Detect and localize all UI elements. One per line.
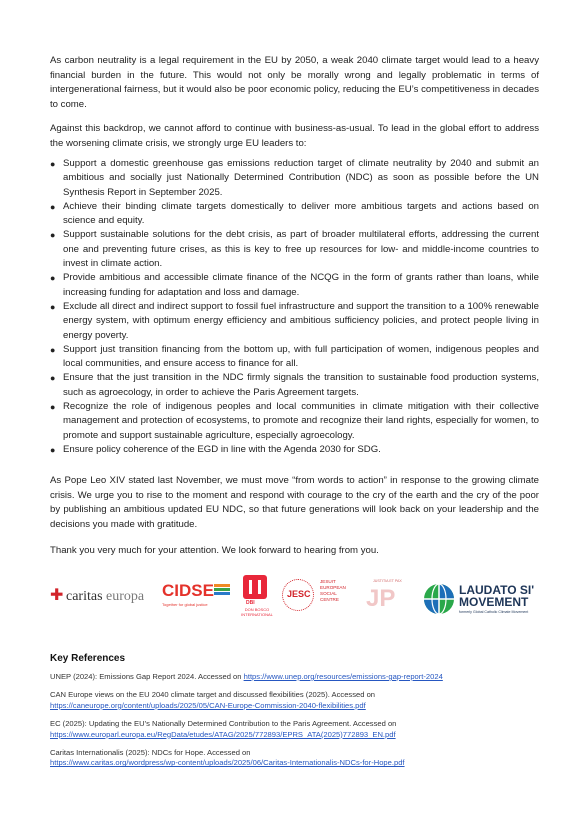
recommendations-list	[50, 157, 539, 457]
bullet-icon: ●	[50, 373, 56, 384]
bullet-icon: ●	[50, 159, 56, 169]
list-item: ● Ensure policy coherence of the EGD in line with the Agenda 2030 for SDG.	[50, 443, 539, 457]
partner-logos	[50, 575, 540, 625]
list-item: ● Recognize the role of indigenous peoples and local communities in climate mitigation with their collective management and protection of ecosystems, to promote and recognize their land rights, especially for women, to promote and support sustainable agriculture, especially agroecology.	[50, 401, 539, 441]
reference-link[interactable]: https://www.caritas.org/wordpress/wp-content/uploads/2025/06/Caritas-Internationalis-NDCs-for-Hope.pdf	[50, 758, 405, 768]
bullet-icon: ●	[50, 444, 56, 455]
bullet-icon: ●	[50, 230, 56, 241]
list-item: ● Support a domestic greenhouse gas emissions reduction target of climate neutrality by 2040 and submit an ambitious and socially just Nationally Determined Contribution (NDC) as soon as possible before the UN Synthesis Report in September 2025.	[50, 158, 539, 198]
caritas-cross-icon: ✚	[50, 587, 64, 604]
don-bosco-international-logo: DBI DON BOSCO INTERNATIONAL	[235, 575, 279, 623]
bullet-icon: ●	[50, 344, 56, 355]
caritas-europa-logo: ✚ caritas europa	[50, 587, 145, 604]
reference-item: EC (2025): Updating the EU’s Nationally Determined Contribution to the Paris Agreement. Accessed on https://www.europarl.europa.eu/RegData/etudes/ATAG/2025/772893/EPRS_ATA(2025)772893_EN.pdf	[50, 719, 397, 739]
reference-link[interactable]: https://caneurope.org/content/uploads/2025/05/CAN-Europe-Commission-2040-flexibilities.pdf	[50, 700, 366, 710]
list-item: ● Support sustainable solutions for the debt crisis, as part of broader multilateral efforts, addressing the current one and preventing future crises, as this is key to free up resources for low- and middle-income countries to invest in climate action.	[50, 229, 539, 270]
cidse-logo: CIDSE Together for global justice	[162, 581, 232, 615]
paragraph-thank-you: Thank you very much for your attention. We look forward to hearing from you.	[50, 545, 379, 556]
bullet-icon: ●	[50, 201, 56, 212]
justitia-et-pax-logo: JUSTITIA ET PAX JP	[366, 579, 402, 612]
paragraph-carbon-neutrality: As carbon neutrality is a legal requirement in the EU by 2050, a weak 2040 climate target would lead to a heavy financial burden in the future. This would not only be morally wrong and legally problematic in terms of intergenerational fairness, but it would also be poor economic policy, reducing the EU’s competitiveness in decades to come.	[50, 55, 539, 110]
reference-link[interactable]: https://www.unep.org/resources/emissions-gap-report-2024	[243, 672, 443, 681]
reference-item: Caritas Internationalis (2025): NDCs for Hope. Accessed on https://www.caritas.org/wordpress/wp-content/uploads/2025/06/Caritas-Internationalis-NDCs-for-Hope.pdf	[50, 748, 405, 768]
list-item: ● Ensure that the just transition in the NDC firmly signals the transition to sustainable food production systems, such as agroecology, in order to achieve the Paris Agreement targets.	[50, 372, 539, 398]
laudato-si-movement-logo: LAUDATO SI' MOVEMENT formerly Global Catholic Climate Movement	[423, 583, 540, 617]
reference-link[interactable]: https://www.europarl.europa.eu/RegData/etudes/ATAG/2025/772893/EPRS_ATA(2025)772893_EN.pdf	[50, 729, 396, 739]
reference-item: CAN Europe views on the EU 2040 climate target and discussed flexibilities (2025). Accessed on https://caneurope.org/content/uploads/2025/05/CAN-Europe-Commission-2040-flexibilities.pdf	[50, 690, 376, 710]
list-item: ● Achieve their binding climate targets domestically to deliver more ambitious targets and actions based on science and equity.	[50, 200, 539, 227]
list-item: ● Support just transition financing from the bottom up, with full participation of women, indigenous peoples and local communities, and ensure access to finance for all.	[50, 343, 539, 370]
list-item: ● Exclude all direct and indirect support to fossil fuel infrastructure and support the transition to a 100% renewable energy system, with optimum energy efficiency and ambitious sufficiency policies, and protect people living in energy poverty.	[50, 300, 539, 341]
don-bosco-mark-icon	[243, 575, 267, 599]
paragraph-backdrop: Against this backdrop, we cannot afford to continue with business-as-usual. To lead in the global effort to address the worsening climate crisis, we strongly urge EU leaders to:	[50, 123, 539, 149]
key-references	[50, 653, 550, 777]
list-item: ● Provide ambitious and accessible climate finance of the NCQG in the form of grants rather than loans, while increasing funding for adaptation and loss and damage.	[50, 272, 539, 298]
bullet-icon: ●	[50, 273, 56, 284]
references-heading: Key References	[50, 653, 126, 664]
paragraph-pope-leo: As Pope Leo XIV stated last November, we must move “from words to action” in response to the growing climate crisis. We urge you to rise to the moment and respond with courage to the cry of the earth and the cry of the poor by publishing an ambitious updated EU NDC, so that future generations will look back on your leadership and the decisions you made with gratitude.	[50, 475, 539, 530]
jesc-logo: JESC JESUIT EUROPEAN SOCIAL CENTRE	[282, 575, 358, 621]
cidse-stripes-icon	[214, 584, 230, 598]
globe-icon	[423, 583, 455, 615]
reference-item: UNEP (2024): Emissions Gap Report 2024. Accessed on https://www.unep.org/resources/emissions-gap-report-2024	[50, 672, 443, 681]
bullet-icon: ●	[50, 402, 56, 413]
bullet-icon: ●	[50, 301, 56, 312]
